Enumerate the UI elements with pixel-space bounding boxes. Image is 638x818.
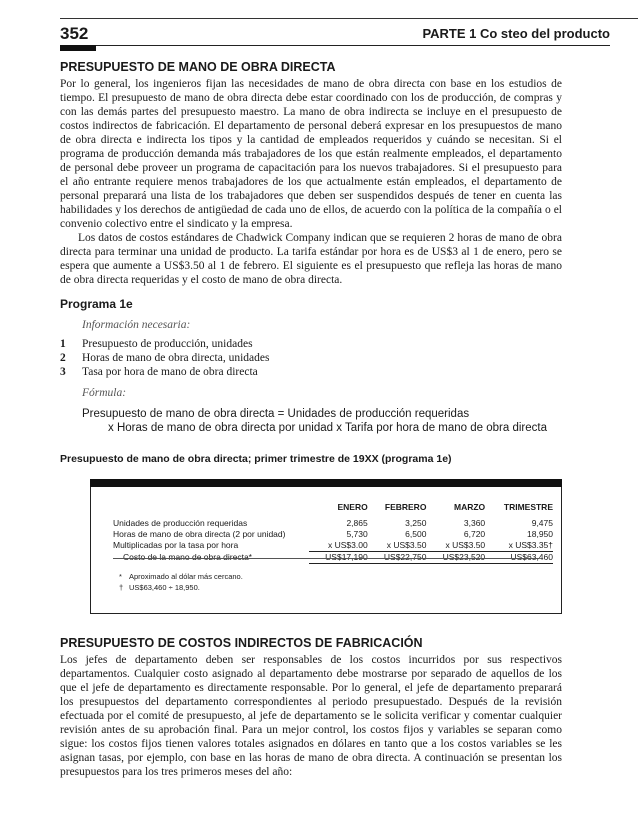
- table-row: Multiplicadas por la tasa por hora x US$3.00 x US$3.50 x US$3.50 x US$3.35†: [113, 540, 553, 551]
- table-notes: [119, 571, 243, 593]
- column-header: ENERO: [337, 502, 368, 512]
- table-footer-rule: [113, 558, 539, 559]
- table-row: Costo de la mano de obra directa* US$17,190 US$22,750 US$23,520 US$63,460: [123, 552, 553, 562]
- overhead-paragraph: Los jefes de departamento deben ser responsables de los costos incurridos por sus respectivos departamentos. Cualquier costo asignado al departamento debe mostrarse por separado de aquellos de los que el jefe de departamento es directamente responsable. Por lo general, el jefe de departamento preparará los presupuestos del departamento correspondientes al periodo presupuestado. Después de la revisión efectuada por el comité de presupuesto, al jefe de departamento se le solicita verificar y comentar cualquier revisión antes de su aprobación final. Para un mejor control, los costos fijos y variables se separan como sigue: los costos fijos tienen valores totales asignados en dólares en tanto que a los costos variables se les asignan tasas, por ejemplo, con base en las horas de mano de obra directa. A continuación se presentan los presupuestos para los tres primeros meses del año:: [60, 654, 562, 778]
- table-top-bar: [90, 479, 562, 487]
- table-caption: Presupuesto de mano de obra directa; primer trimestre de 19XX (programa 1e): [60, 453, 452, 465]
- table-note: † US$63,460 ÷ 18,950.: [119, 583, 200, 592]
- page-content: [60, 60, 562, 779]
- table-header-row: [113, 502, 553, 518]
- header-rule: [60, 45, 610, 46]
- column-header: MARZO: [453, 502, 486, 512]
- header-block-mark: [60, 45, 96, 51]
- info-label: Información necesaria:: [82, 319, 191, 331]
- list-item: 3 Tasa por hora de mano de obra directa: [60, 366, 258, 378]
- table-row: Horas de mano de obra directa (2 por unidad) 5,730 6,500 6,720 18,950: [113, 529, 553, 539]
- column-header: TRIMESTRE: [503, 502, 553, 512]
- page-header: [60, 24, 610, 46]
- budget-table-box: [90, 479, 562, 614]
- labor-paragraph-2: Los datos de costos estándares de Chadwick Company indican que se requieren 2 horas de mano de obra directa para terminar una unidad de producto. La tarifa estándar por hora es de US$3 al 1 de enero, pero se espera que aumente a US$3.50 al 1 de febrero. El siguiente es el presupuesto que refleja las horas de mano de obra directa requeridas y el costo de mano de obra directa.: [60, 232, 562, 286]
- list-item: 2 Horas de mano de obra directa, unidades: [60, 352, 270, 364]
- table-row: Unidades de producción requeridas 2,865 3,250 3,360 9,475: [113, 518, 553, 528]
- program-title: Programa 1e: [60, 297, 133, 311]
- labor-paragraph-1: Por lo general, los ingenieros fijan las necesidades de mano de obra directa con base en los estudios de tiempo. El presupuesto de mano de obra directa debe estar coordinado con los de producción, de compras y con las demás partes del presupuesto maestro. La mano de obra indirecta se incluye en el presupuesto de costos indirectos de fabricación. El departamento de personal deberá expresar en los presupuestos de mano de obra directa e indirecta los tipos y la cantidad de empleados requeridos y cuándo se necesitan. Si el programa de producción demanda más trabajadores de los que están realmente empleados, el departamento de personal debe proveer un programa de capacitación para los nuevos trabajadores. Si el presupuesto para el año entrante requiere menos trabajadores de los que actualmente están empleados, el departamento de personal preparará una lista de los trabajadores que deben ser suspendidos después de tener en cuenta las habilidades y los derechos de antigüedad de cada uno de ellos, de acuerdo con la política de la compañía o el convenio colectivo entre el sindicato y la empresa.: [60, 78, 562, 230]
- info-list: [60, 337, 562, 379]
- section-heading-labor: PRESUPUESTO DE MANO DE OBRA DIRECTA: [60, 60, 336, 74]
- column-header: FEBRERO: [384, 502, 427, 512]
- page-number: 352: [60, 24, 89, 43]
- list-item: 1 Presupuesto de producción, unidades: [60, 338, 253, 350]
- part-title: PARTE 1 Co steo del producto: [422, 26, 610, 41]
- formula: [82, 407, 562, 435]
- formula-label: Fórmula:: [82, 387, 127, 399]
- section-heading-overhead: PRESUPUESTO DE COSTOS INDIRECTOS DE FABRICACIÓN: [60, 636, 423, 650]
- formula-line-2: x Horas de mano de obra directa por unidad x Tarifa por hora de mano de obra directa: [108, 422, 547, 434]
- top-border-line: [60, 18, 638, 19]
- table-note: * Aproximado al dólar más cercano.: [119, 572, 243, 581]
- formula-line-1: Presupuesto de mano de obra directa = Unidades de producción requeridas: [82, 408, 470, 420]
- budget-table: [113, 502, 553, 564]
